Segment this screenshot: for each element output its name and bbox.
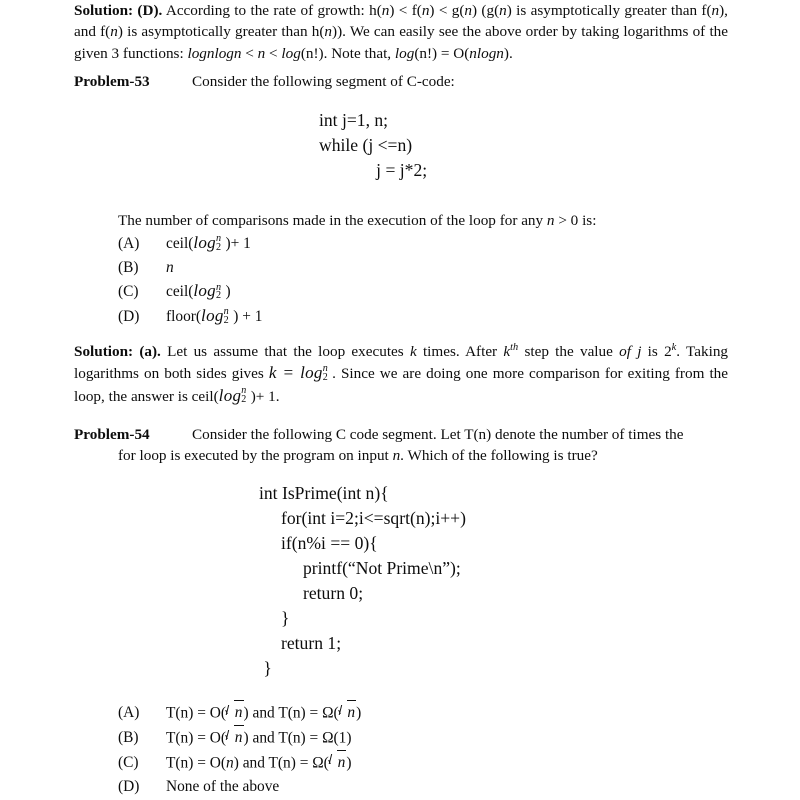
option-d[interactable]	[118, 775, 638, 799]
var-n: n	[499, 2, 507, 19]
exponent-k: k	[671, 342, 677, 354]
problem-54-prompt-line2	[118, 447, 598, 464]
less-than-2: <	[265, 44, 282, 62]
option-key: (C)	[118, 754, 139, 772]
sqrt-icon: n	[226, 725, 244, 750]
option-value: floor(log n 2 ) + 1	[166, 305, 263, 327]
solution-52-seg-d: ) (g(	[472, 2, 500, 19]
solution-52-paragraph	[74, 2, 728, 64]
less-than-1: <	[241, 44, 258, 62]
var-k: k	[503, 343, 511, 360]
option-value: ceil(log n 2 )+ 1	[166, 233, 251, 254]
code-line: for(int i=2;i<=sqrt(n);i++)	[259, 508, 466, 528]
sqrt-icon: n	[226, 700, 244, 725]
code-line: while (j <=n)	[319, 135, 413, 155]
option-key: (A)	[118, 704, 140, 722]
solution-53-text	[74, 341, 728, 407]
option-b[interactable]	[118, 725, 638, 750]
option-list	[118, 231, 618, 328]
solution-52-seg-e: ) is asymptotically greater than f(	[506, 2, 712, 19]
expr-log: log	[281, 44, 301, 62]
option-value: ceil(log n 2 )	[166, 281, 231, 302]
problem-54-code-block	[74, 481, 728, 681]
expr-lognlogn: lognlogn	[187, 44, 242, 62]
problem-53-label: Problem-53	[74, 73, 150, 90]
option-key: (C)	[118, 283, 139, 301]
eq-log: log	[300, 363, 323, 383]
tn-label: T(n)	[166, 704, 194, 722]
problem-54-options	[118, 700, 638, 798]
sqrt-icon: n	[339, 700, 357, 725]
problem-53-question-a: The number of comparisons made in the execution of the loop for any	[118, 212, 547, 229]
option-value: T(n) = O( n) and T(n) = Ω(1)	[166, 725, 638, 750]
option-c[interactable]	[118, 750, 638, 775]
var-n: n	[110, 23, 118, 41]
solution-52-seg-h: )). We can easily see the above order by taking logarithms of the given 3 functions:	[74, 23, 728, 62]
code-line: int j=1, n;	[319, 110, 389, 130]
problem-54-label: Problem-54	[74, 426, 150, 443]
code-line: if(n%i == 0){	[259, 533, 378, 553]
problem-53-code-block	[74, 108, 728, 183]
option-value: T(n) = O( n) and T(n) = Ω( n)	[166, 700, 638, 725]
var-n: n	[546, 212, 555, 229]
option-value: T(n) = O(n) and T(n) = Ω( n)	[166, 750, 638, 775]
var-n: n	[421, 2, 430, 19]
problem-53-question	[118, 210, 728, 231]
solution-53-seg-f: . Since we are doing one more comparison for exiting from the loop, the answer is ceil(	[74, 365, 728, 405]
problem-53-prompt: Consider the following segment of C-code:	[192, 73, 455, 90]
var-n: n	[464, 2, 472, 19]
var-k: k	[409, 343, 417, 360]
code-line: }	[259, 608, 290, 628]
option-d[interactable]	[118, 304, 618, 329]
expr-log-2: log	[394, 44, 415, 62]
code-line: return 1;	[259, 633, 342, 653]
solution-53-seg-d: is 2	[641, 343, 672, 360]
solution-52-seg-mid: . Note that,	[323, 44, 395, 62]
solution-53-label: Solution: (a).	[74, 343, 161, 360]
solution-53-seg-c: step the value	[518, 343, 620, 360]
option-list	[118, 700, 638, 798]
solution-53-seg-a: Let us assume that the loop executes	[160, 343, 410, 360]
option-key: (D)	[118, 307, 140, 325]
solution-52-seg-f: ), and f(	[74, 2, 728, 41]
option-key: (A)	[118, 235, 140, 252]
option-b[interactable]	[118, 256, 618, 280]
eq-equals: =	[276, 363, 301, 383]
solution-52-text	[74, 0, 728, 64]
solution-52-seg-b: ) < f(	[389, 2, 422, 19]
expr-log-arg-2: (n!)	[414, 44, 438, 62]
eq-k: k	[268, 363, 277, 383]
solution-52-seg-a: According to the rate of growth: h(	[162, 2, 382, 19]
expr-nlogn: nlogn	[469, 44, 504, 62]
problem-53-question-b: > 0 is:	[554, 212, 597, 229]
log-base-exp: n 2	[322, 363, 328, 383]
solution-52-seg-g: ) is asymptotically greater than h(	[117, 23, 325, 41]
equals-bigo: = O(	[437, 44, 470, 62]
var-n: n	[324, 23, 333, 41]
code-line: }	[259, 658, 272, 678]
var-n: n	[711, 2, 720, 19]
option-a[interactable]	[118, 231, 618, 256]
option-key: (D)	[118, 777, 140, 795]
problem-53-heading	[74, 71, 728, 92]
solution-53-seg-g: )+ 1.	[250, 387, 280, 405]
problem-54-heading	[74, 424, 728, 467]
problem-54-prompt-seg-b: . Which of the following is true?	[400, 447, 598, 465]
problem-53-options	[118, 231, 618, 328]
expr-log-arg: (n!)	[300, 44, 324, 62]
option-a[interactable]	[118, 700, 638, 725]
log-base-exp: n 2	[241, 385, 247, 406]
problem-54-prompt-seg-a: for loop is executed by the program on input	[118, 447, 393, 465]
problem-54-prompt-line1: Consider the following C code segment. Let T(n) denote the number of times the	[192, 426, 684, 443]
ans-log: log	[218, 385, 242, 405]
solution-52-seg-c: ) < g(	[429, 2, 465, 19]
var-n: n	[381, 2, 390, 19]
solution-53-seg-e: . Taking logarithms on both sides gives	[74, 343, 729, 383]
option-c[interactable]	[118, 279, 618, 304]
option-value: None of the above	[166, 777, 280, 795]
var-n: n	[392, 447, 401, 465]
code-line: int IsPrime(int n){	[259, 483, 389, 503]
solution-52-label: Solution: (D).	[74, 2, 163, 19]
option-key: (B)	[118, 729, 139, 747]
expr-of-j: of j	[619, 343, 642, 360]
solution-52-end: ).	[503, 44, 513, 62]
sqrt-icon: n	[329, 750, 347, 775]
ordinal-th: th	[510, 342, 519, 354]
code-line: printf(“Not Prime\n”);	[259, 558, 461, 578]
option-key: (B)	[118, 258, 139, 276]
code-line: j = j*2;	[319, 160, 428, 180]
expr-n: n	[257, 44, 266, 62]
solution-53-paragraph	[74, 341, 728, 407]
solution-53-seg-b: times. After	[416, 343, 504, 360]
option-value: n	[166, 258, 174, 276]
code-line: return 0;	[259, 583, 364, 603]
